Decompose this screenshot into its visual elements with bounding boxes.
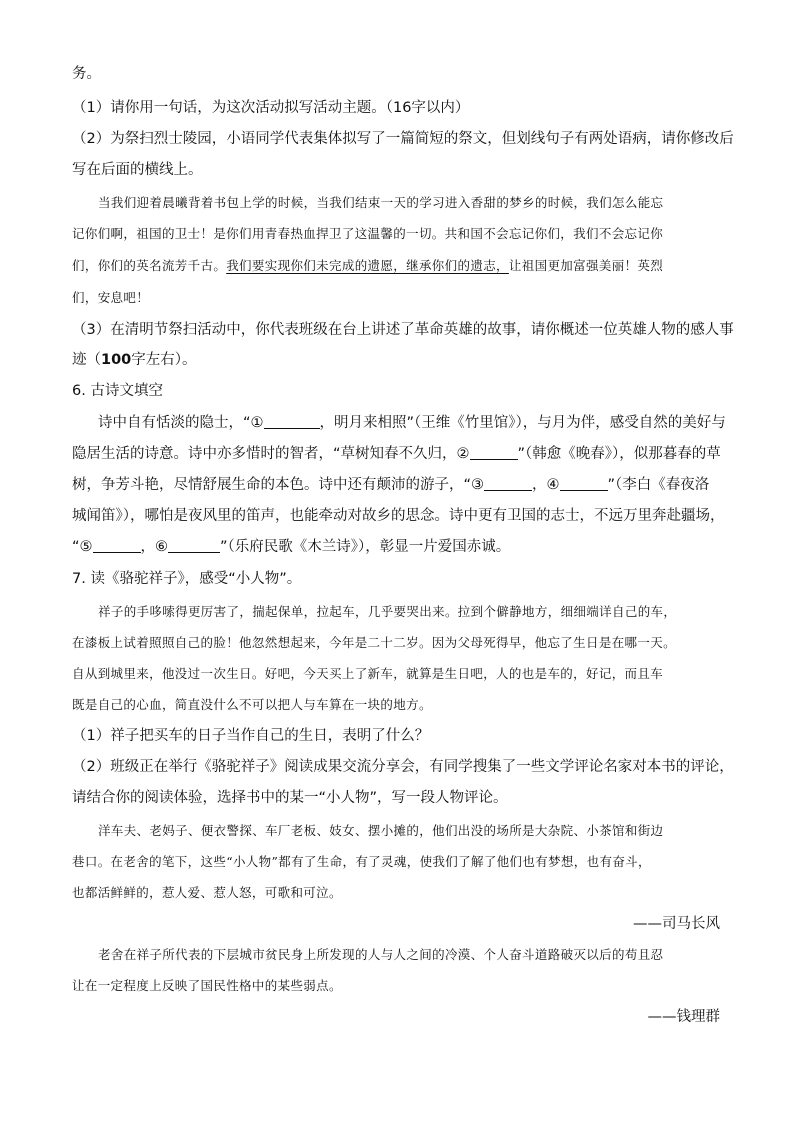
continued-text: 务。 (72, 66, 101, 82)
text: 树，争芳斗艳，尽情舒展生命的本色。诗中还有颠沛的游子，“③ (72, 477, 485, 493)
eulogy-text: 们，你们的英名流芳千古。 (72, 258, 227, 273)
critique-2-line-2: 让在一定程度上反映了国民性格中的某些弱点。 (72, 978, 342, 993)
novel-excerpt-line-2: 在漆板上试着照照自己的脸！他忽然想起来，今年是二十二岁。因为父母死得早，他忘了生日是在哪一天。 (72, 635, 676, 650)
text: “⑤ (72, 539, 93, 555)
text: ”（李白《春夜洛 (607, 477, 710, 493)
critique-1-line-3: 也都活鲜鲜的，惹人爱、惹人怒，可歌和可泣。 (72, 885, 342, 900)
text: 隐居生活的诗意。诗中亦多惜时的智者，“草树知春不久归，② (72, 446, 470, 462)
critique-1-line-1: 洋车夫、老妈子、便衣警探、车厂老板、妓女、摆小摊的，他们出没的场所是大杂院、小茶馆和街边 (98, 823, 664, 838)
poem-line-4: 城闻笛》），哪怕是夜风里的笛声，也能牵动对故乡的思念。诗中更有卫国的志士，不远万里奔赴疆场， (72, 508, 725, 524)
question-5-1: （1）请你用一句话，为这次活动拟写活动主题。（16字以内） (72, 100, 470, 116)
text: ，④ (532, 477, 560, 493)
critique-1-line-2: 巷口。在老舍的笔下，这些“小人物”都有了生命，有了灵魂，使我们了解了他们也有梦想，也有奋斗， (72, 854, 651, 869)
question-5-3: （3）在清明节祭扫活动中，你代表班级在台上讲述了革命英雄的故事，请你概述一位英雄人物的感人事 (72, 322, 734, 338)
question-5-2: （2）为祭扫烈士陵园，小语同学代表集体拟写了一篇简短的祭文，但划线句子有两处语病，请你修改后 (72, 131, 734, 147)
poem-line-2 (72, 444, 721, 464)
question-7-title: 7. 读《骆驼祥子》，感受“小人物”。 (72, 571, 302, 587)
word-count: 100 (101, 352, 132, 368)
answer-blank-2[interactable] (470, 445, 518, 460)
novel-excerpt-line-1: 祥子的手哆嗦得更厉害了，揣起保单，拉起车，几乎要哭出来。拉到个僻静地方，细细端详自己的车， (98, 604, 677, 619)
question-5-3-cont (72, 350, 197, 370)
eulogy-line-3 (72, 256, 663, 276)
novel-excerpt-line-3: 自从到城里来，他没过一次生日。好吧，今天买上了新车，就算是生日吧，人的也是车的，好记，而且车 (72, 666, 664, 681)
question-7-1: （1）祥子把买车的日子当作自己的生日，表明了什么？ (72, 728, 430, 744)
eulogy-text: 让祖国更加富强美丽！英烈 (508, 258, 664, 273)
eulogy-line-1: 当我们迎着晨曦背着书包上学的时候，当我们结束一天的学习进入香甜的梦乡的时候，我们怎么能忘 (98, 195, 664, 210)
text: 诗中自有恬淡的隐士，“① (98, 415, 264, 431)
text: ，⑥ (140, 539, 169, 555)
underlined-sentence: 我们要实现你们未完成的遗愿，继承你们的遗志， (226, 258, 509, 273)
critique-1-author: ——司马长风 (633, 916, 720, 932)
answer-blank-6[interactable] (168, 538, 220, 553)
critique-2-author: ——钱理群 (647, 1009, 720, 1025)
poem-line-1 (98, 413, 726, 433)
answer-blank-1[interactable] (264, 414, 320, 429)
poem-line-3 (72, 475, 709, 495)
poem-line-5 (72, 537, 510, 557)
text: 迹（ (72, 352, 101, 368)
question-5-2-cont: 写在后面的横线上。 (72, 162, 203, 178)
critique-2-line-1: 老舍在祥子所代表的下层城市贫民身上所发现的人与人之间的冷漠、个人奋斗道路破灭以后的苟且忍 (98, 947, 664, 962)
text: 字左右）。 (131, 352, 197, 368)
text: ，明月来相照”（王维《竹里馆》），与月为伴，感受自然的美好与 (319, 415, 726, 431)
question-7-2-cont: 请结合你的阅读体验，选择书中的某一“小人物”，写一段人物评论。 (72, 790, 508, 806)
text: ”（乐府民歌《木兰诗》），彰显一片爱国赤诚。 (220, 539, 511, 555)
answer-blank-4[interactable] (560, 476, 608, 491)
eulogy-line-2: 记你们啊，祖国的卫士！是你们用青春热血捍卫了这温馨的一切。共和国不会忘记你们，我们不会忘记你 (72, 226, 664, 241)
answer-blank-5[interactable] (93, 538, 141, 553)
answer-blank-3[interactable] (484, 476, 532, 491)
question-6-title: 6. 古诗文填空 (72, 383, 163, 399)
novel-excerpt-line-4: 既是自己的心血，简直没什么不可以把人与车算在一块的地方。 (72, 697, 432, 712)
text: ”（韩愈《晚春》），似那暮春的草 (517, 446, 721, 462)
question-7-2: （2）班级正在举行《骆驼祥子》阅读成果交流分享会，有同学搜集了一些文学评论名家对本书的评论， (72, 759, 734, 775)
eulogy-line-4: 们，安息吧！ (72, 290, 150, 305)
